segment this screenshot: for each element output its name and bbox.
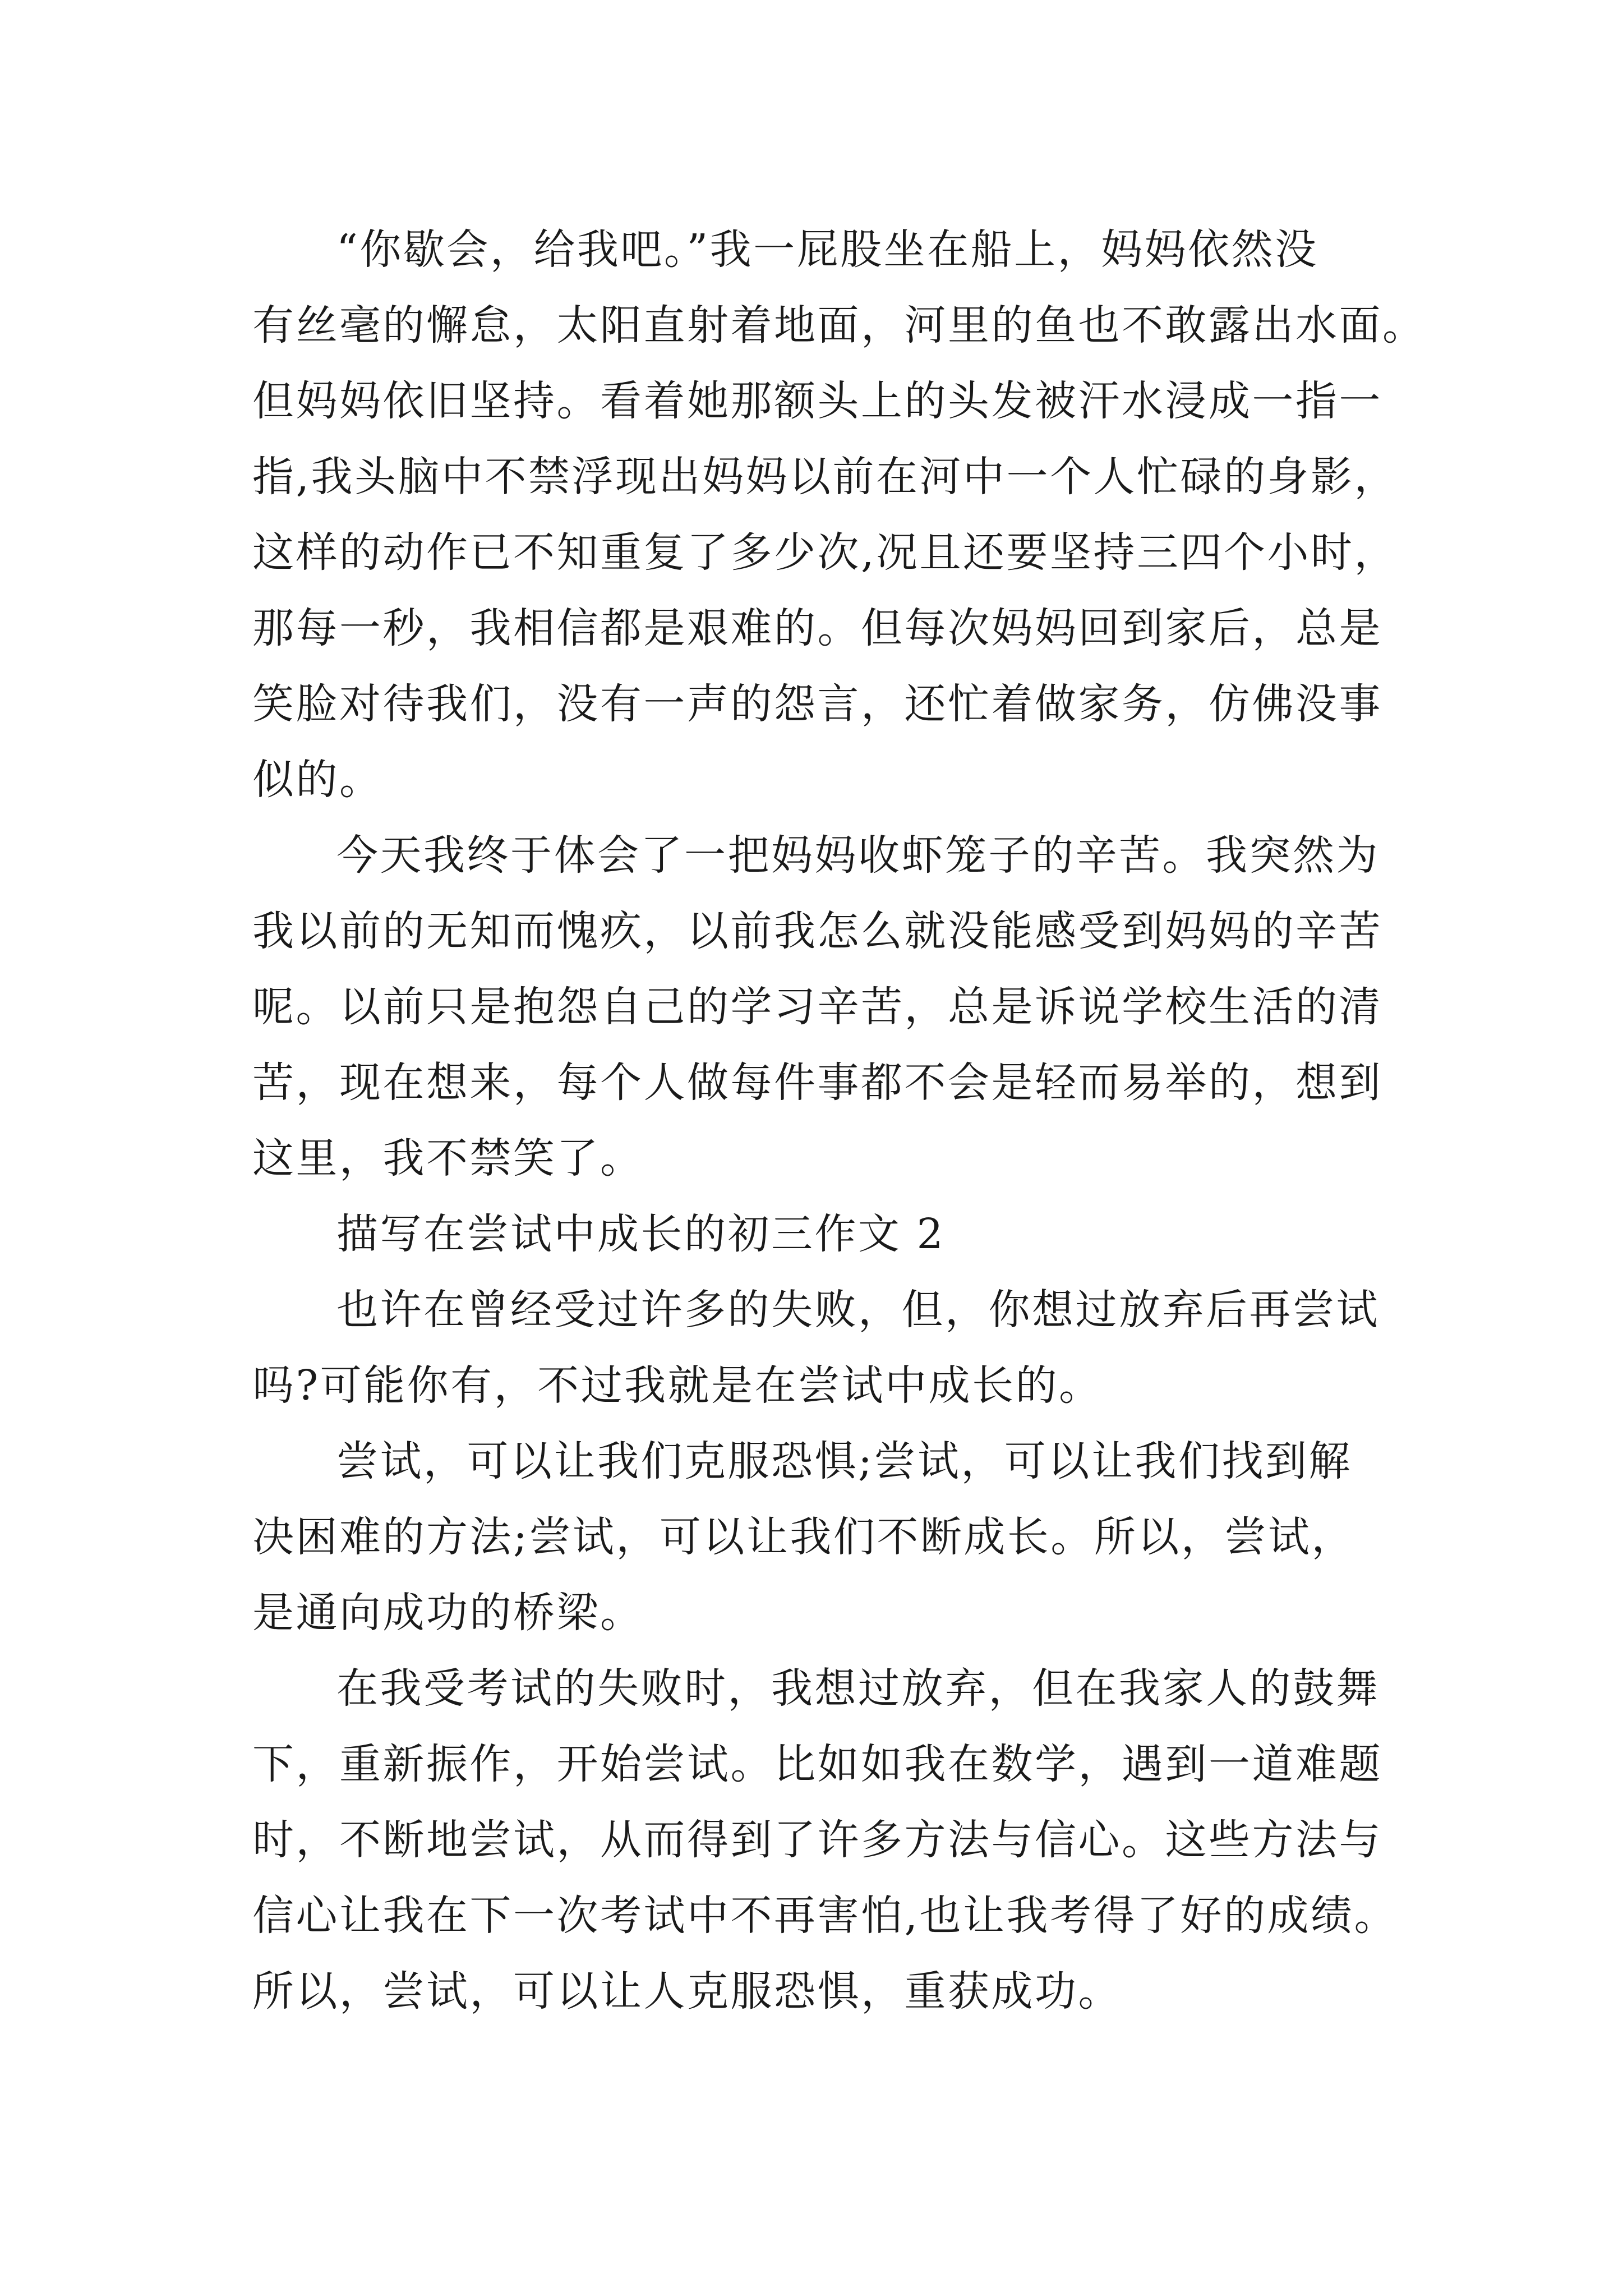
text-line: 这里，我不禁笑了。	[252, 1134, 644, 1182]
section-heading: 描写在尝试中成长的初三作文 2	[336, 1210, 946, 1258]
text-line: 也许在曾经受过许多的失败，但，你想过放弃后再尝试	[336, 1286, 1380, 1334]
text-line: 信心让我在下一次考试中不再害怕,也让我考得了好的成绩。	[252, 1892, 1398, 1940]
text-line: 是通向成功的桥梁。	[252, 1589, 644, 1637]
text-line: 那每一秒，我相信都是艰难的。但每次妈妈回到家后，总是	[252, 604, 1382, 652]
text-line: “你歇会，给我吧。”我一屁股坐在船上，妈妈依然没	[336, 226, 1318, 274]
text-line: 我以前的无知而愧疚，以前我怎么就没能感受到妈妈的辛苦	[252, 907, 1382, 955]
text-line: 指,我头脑中不禁浮现出妈妈以前在河中一个人忙碌的身影，	[252, 453, 1398, 501]
text-line: 决困难的方法;尝试，可以让我们不断成长。所以，尝试，	[252, 1513, 1355, 1561]
text-line: 吗?可能你有，不过我就是在尝试中成长的。	[252, 1361, 1103, 1410]
text-line: 在我受考试的失败时，我想过放弃，但在我家人的鼓舞	[336, 1664, 1380, 1713]
text-line: 呢。以前只是抱怨自己的学习辛苦，总是诉说学校生活的清	[252, 983, 1382, 1031]
text-line: 所以，尝试，可以让人克服恐惧，重获成功。	[252, 1967, 1122, 2016]
text-line: 笑脸对待我们，没有一声的怨言，还忙着做家务，仿佛没事	[252, 680, 1382, 728]
text-line: 下，重新振作，开始尝试。比如如我在数学，遇到一道难题	[252, 1740, 1382, 1788]
text-line: 似的。	[252, 756, 383, 804]
text-line: 有丝毫的懈怠，太阳直射着地面，河里的鱼也不敢露出水面。	[252, 301, 1426, 349]
text-line: 但妈妈依旧坚持。看着她那额头上的头发被汗水浸成一指一	[252, 377, 1382, 425]
text-line: 苦，现在想来，每个人做每件事都不会是轻而易举的，想到	[252, 1059, 1382, 1107]
text-line: 今天我终于体会了一把妈妈收虾笼子的辛苦。我突然为	[336, 831, 1380, 880]
text-line: 这样的动作已不知重复了多少次,况且还要坚持三四个小时，	[252, 528, 1398, 577]
text-line: 尝试，可以让我们克服恐惧;尝试，可以让我们找到解	[336, 1437, 1352, 1485]
text-line: 时，不断地尝试，从而得到了许多方法与信心。这些方法与	[252, 1816, 1382, 1864]
